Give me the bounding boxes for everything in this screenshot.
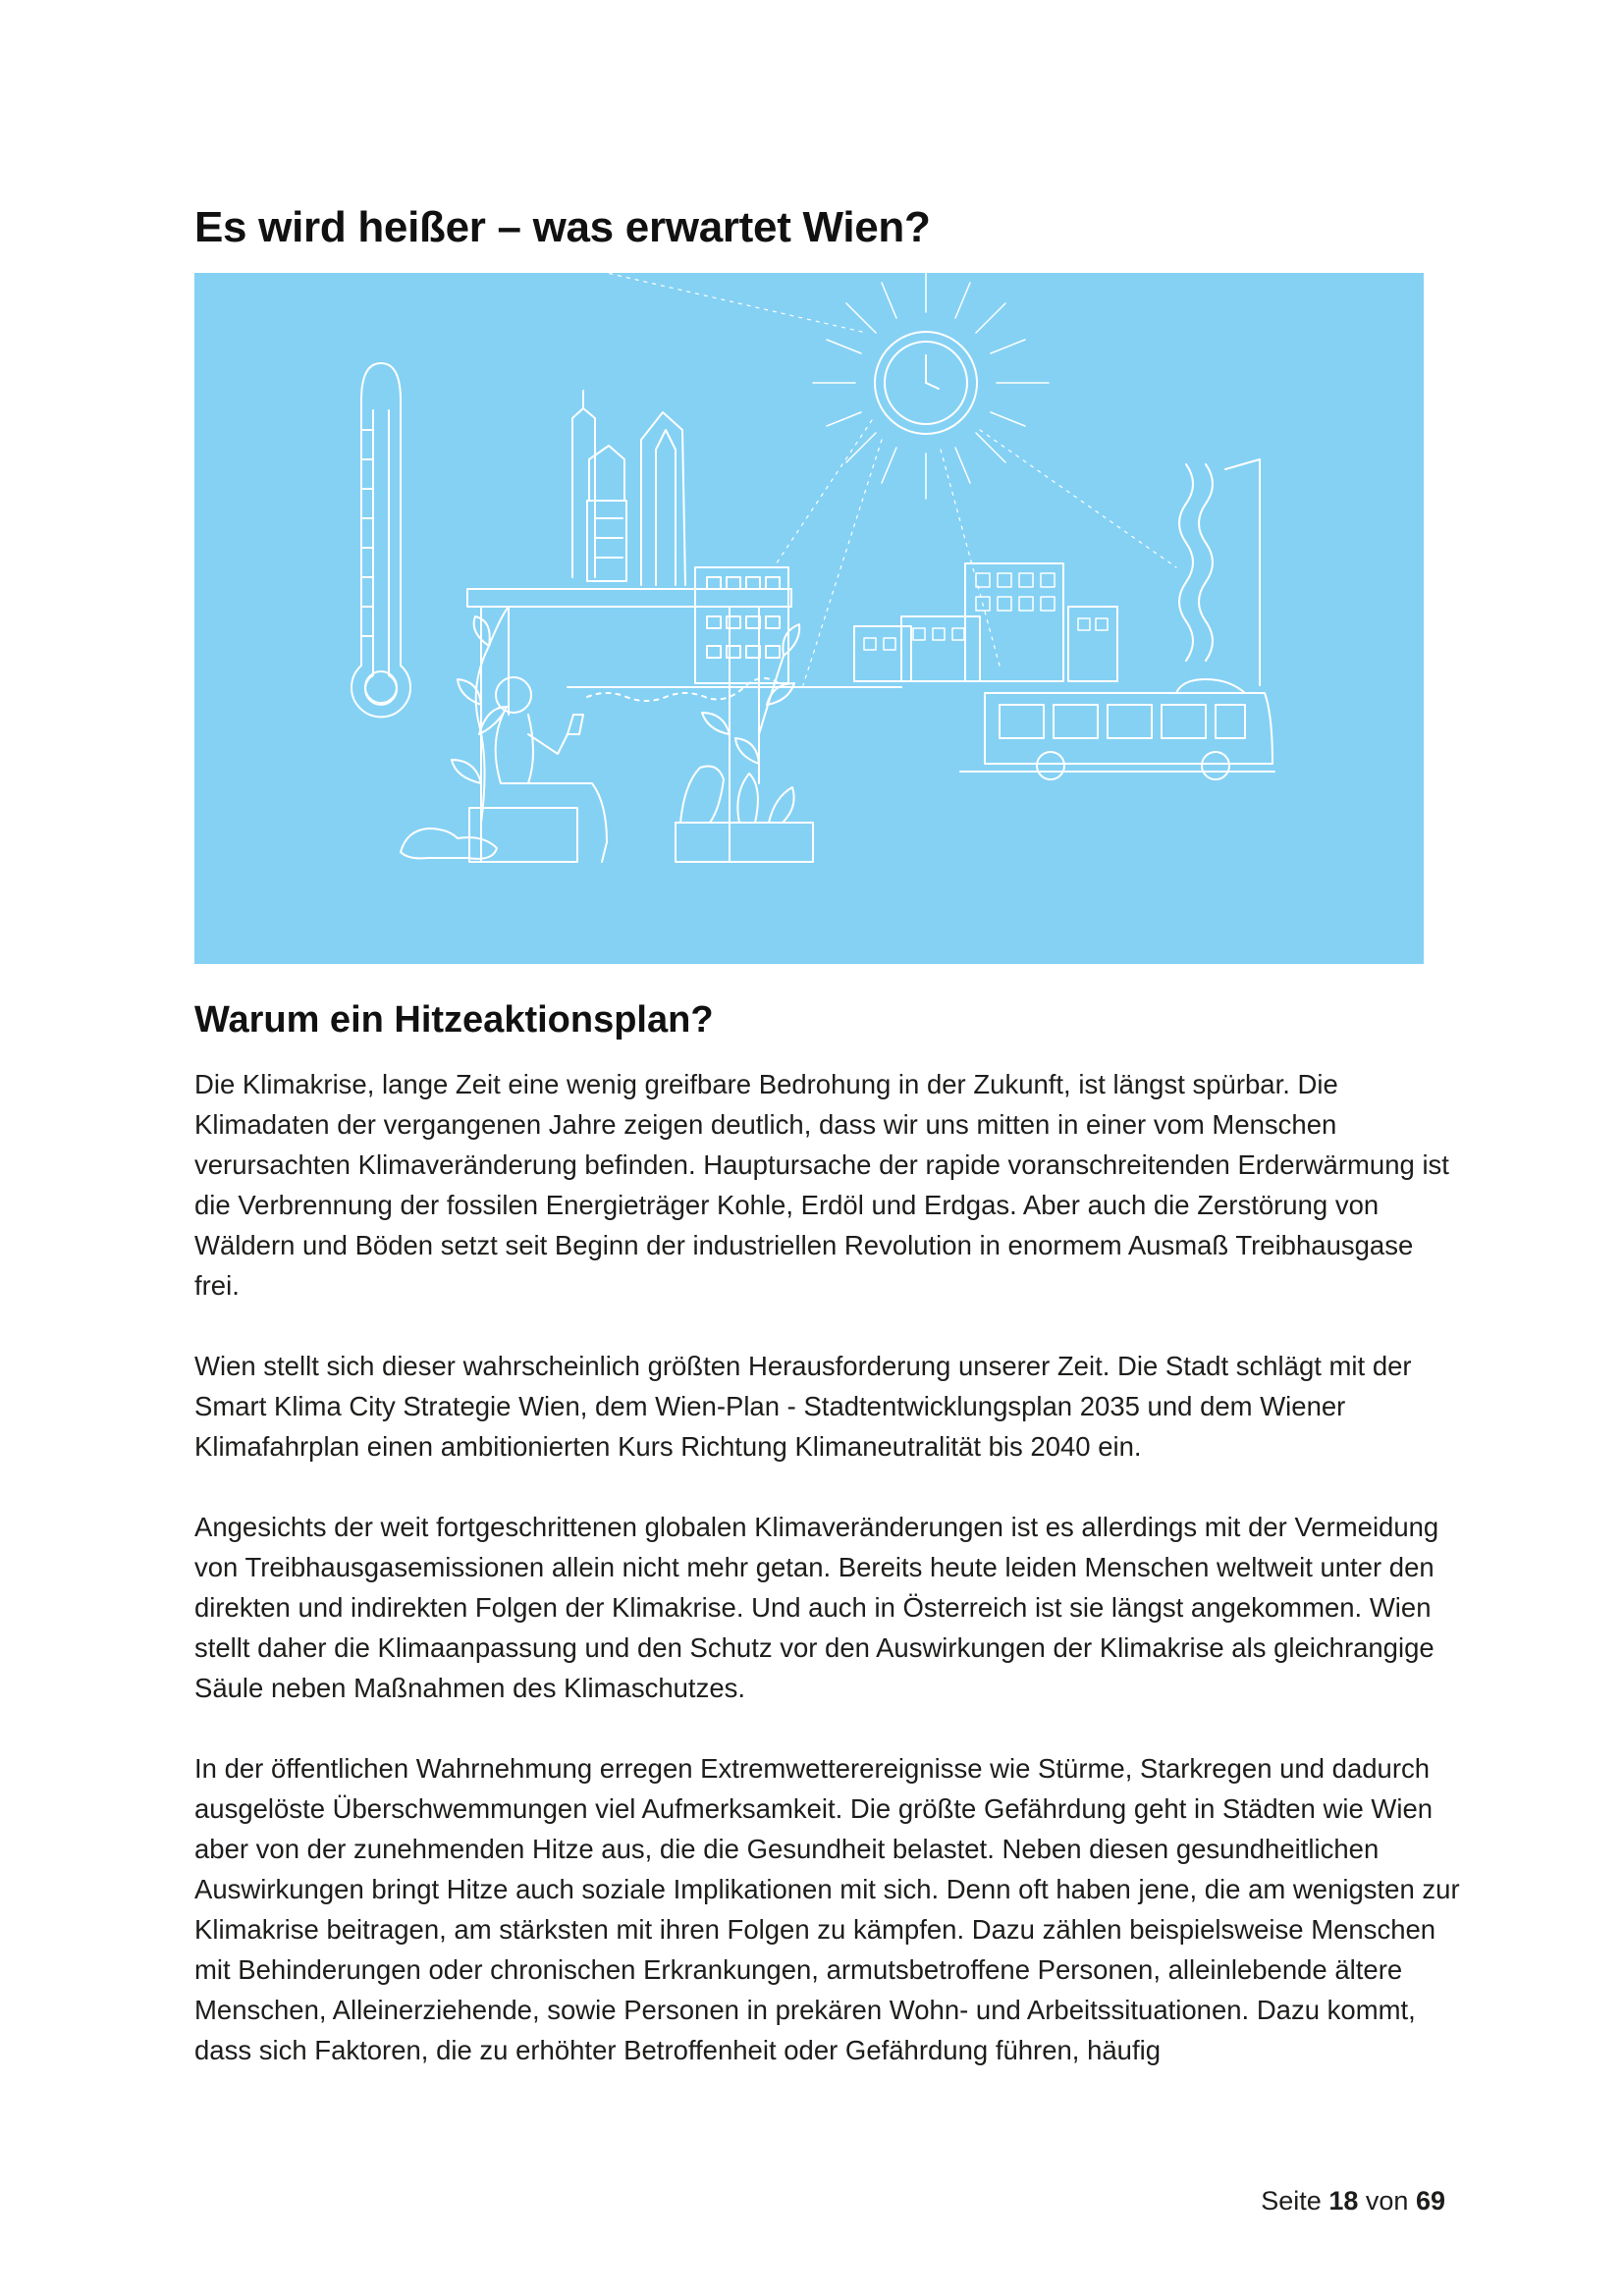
pergola-icon — [467, 567, 901, 862]
paragraph: Angesichts der weit fortgeschrittenen globalen Klimaveränderungen ist es allerdings mit der Vermeidung von Treibhausgasemissionen allein nicht mehr getan. Bereits heute leiden Menschen weltweit unter den direkten und indirekten Folgen der Klimakrise. Und auch in Österreich ist sie längst angekommen. Wien stellt daher die Klimaanpassung und den Schutz vor den Auswirkungen der Klimakrise als gleichrangige Säule neben Maßnahmen des Klimaschutzes. — [194, 1512, 1439, 1703]
heat-city-illustration — [194, 273, 1424, 964]
page-prefix: Seite — [1261, 2186, 1322, 2216]
sun-ray-lines — [607, 273, 1176, 685]
page-separator: von — [1365, 2186, 1409, 2216]
paragraph: Wien stellt sich dieser wahrscheinlich größten Herausforderung unserer Zeit. Die Stadt schlägt mit der Smart Klima City Strategie Wien, dem Wien-Plan - Stadtentwicklungsplan 2035 und dem Wiener Klimafahrplan einen ambitionierten Kurs Richtung Klimaneutralität bis 2040 ein. — [194, 1351, 1412, 1462]
bus-icon — [960, 679, 1274, 779]
section-title: Warum ein Hitzeaktionsplan? — [194, 999, 714, 1041]
thermometer-icon — [352, 363, 410, 717]
page-title: Es wird heißer – was erwartet Wien? — [194, 203, 931, 251]
wavy-tower-icon — [1179, 459, 1260, 685]
skyscraper-icon — [572, 391, 685, 585]
city-buildings-icon — [854, 563, 1117, 681]
body-text — [194, 1064, 1461, 2070]
current-page: 18 — [1328, 2186, 1359, 2216]
paragraph: In der öffentlichen Wahrnehmung erregen Extremwetterereignisse wie Stürme, Starkregen und dadurch ausgelöste Überschwemmungen viel Aufmerksamkeit. Die größte Gefährdung geht in Städten wie Wien aber von der zunehmenden Hitze aus, die die Gesundheit belastet. Neben diesen gesundheitlichen Auswirkungen bringt Hitze auch soziale Implikationen mit sich. Denn oft haben jene, die am wenigsten zur Klimakrise beitragen, am stärksten mit ihren Folgen zu kämpfen. Dazu zählen beispielsweise Menschen mit Behinderungen oder chronischen Erkrankungen, armutsbetroffene Personen, alleinlebende ältere Menschen, Alleinerziehende, sowie Personen in prekären Wohn- und Arbeitssituationen. Dazu kommt, dass sich Faktoren, die zu erhöhter Betroffenheit oder Gefährdung führen, häufig — [194, 1753, 1460, 2065]
sun-clock-icon — [813, 273, 1049, 499]
planter-icon — [676, 767, 813, 863]
person-with-ice-cream-icon — [401, 677, 607, 862]
total-pages: 69 — [1415, 2186, 1445, 2216]
paragraph: Die Klimakrise, lange Zeit eine wenig greifbare Bedrohung in der Zukunft, ist längst spürbar. Die Klimadaten der vergangenen Jahre zeigen deutlich, dass wir uns mitten in einer vom Menschen verursachten Klimaveränderung befinden. Hauptursache der rapide voranschreitenden Erderwärmung ist die Verbrennung der fossilen Energieträger Kohle, Erdöl und Erdgas. Aber auch die Zerstörung von Wäldern und Böden setzt seit Beginn der industriellen Revolution in enormem Ausmaß Treibhausgase frei. — [194, 1069, 1449, 1301]
page-number — [1261, 2181, 1445, 2220]
heat-wave-icon — [587, 678, 784, 701]
